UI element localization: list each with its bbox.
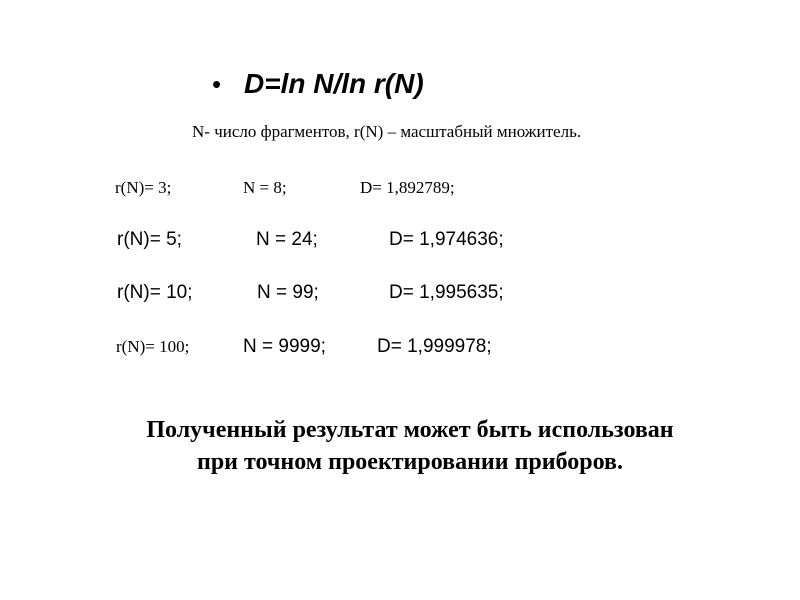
scale-factor-value: r(N)= 10; <box>117 282 193 303</box>
fragment-count-value: N = 99; <box>257 282 319 303</box>
conclusion-text <box>60 414 760 478</box>
bullet-icon: • <box>212 69 222 99</box>
fractal-dimension-formula: D=ln N/ln r(N) <box>244 68 424 99</box>
formula-explanation: N- число фрагментов, r(N) – масштабный множитель. <box>192 122 582 141</box>
scale-factor-value: r(N)= 3; <box>115 178 172 197</box>
dimension-value: D= 1,892789; <box>360 178 455 197</box>
dimension-value: D= 1,999978; <box>377 336 492 357</box>
conclusion-line-1: Полученный результат может быть использован <box>146 417 674 443</box>
conclusion-line-2: при точном проектировании приборов. <box>197 449 623 475</box>
fragment-count-value: N = 9999; <box>243 336 326 357</box>
fragment-count-value: N = 8; <box>243 178 287 197</box>
fragment-count-value: N = 24; <box>256 229 318 250</box>
scale-factor-value: r(N)= 5; <box>117 229 182 250</box>
dimension-value: D= 1,974636; <box>389 229 504 250</box>
dimension-value: D= 1,995635; <box>389 282 504 303</box>
scale-factor-value: r(N)= 100; <box>116 337 190 356</box>
formula-line <box>212 64 424 104</box>
